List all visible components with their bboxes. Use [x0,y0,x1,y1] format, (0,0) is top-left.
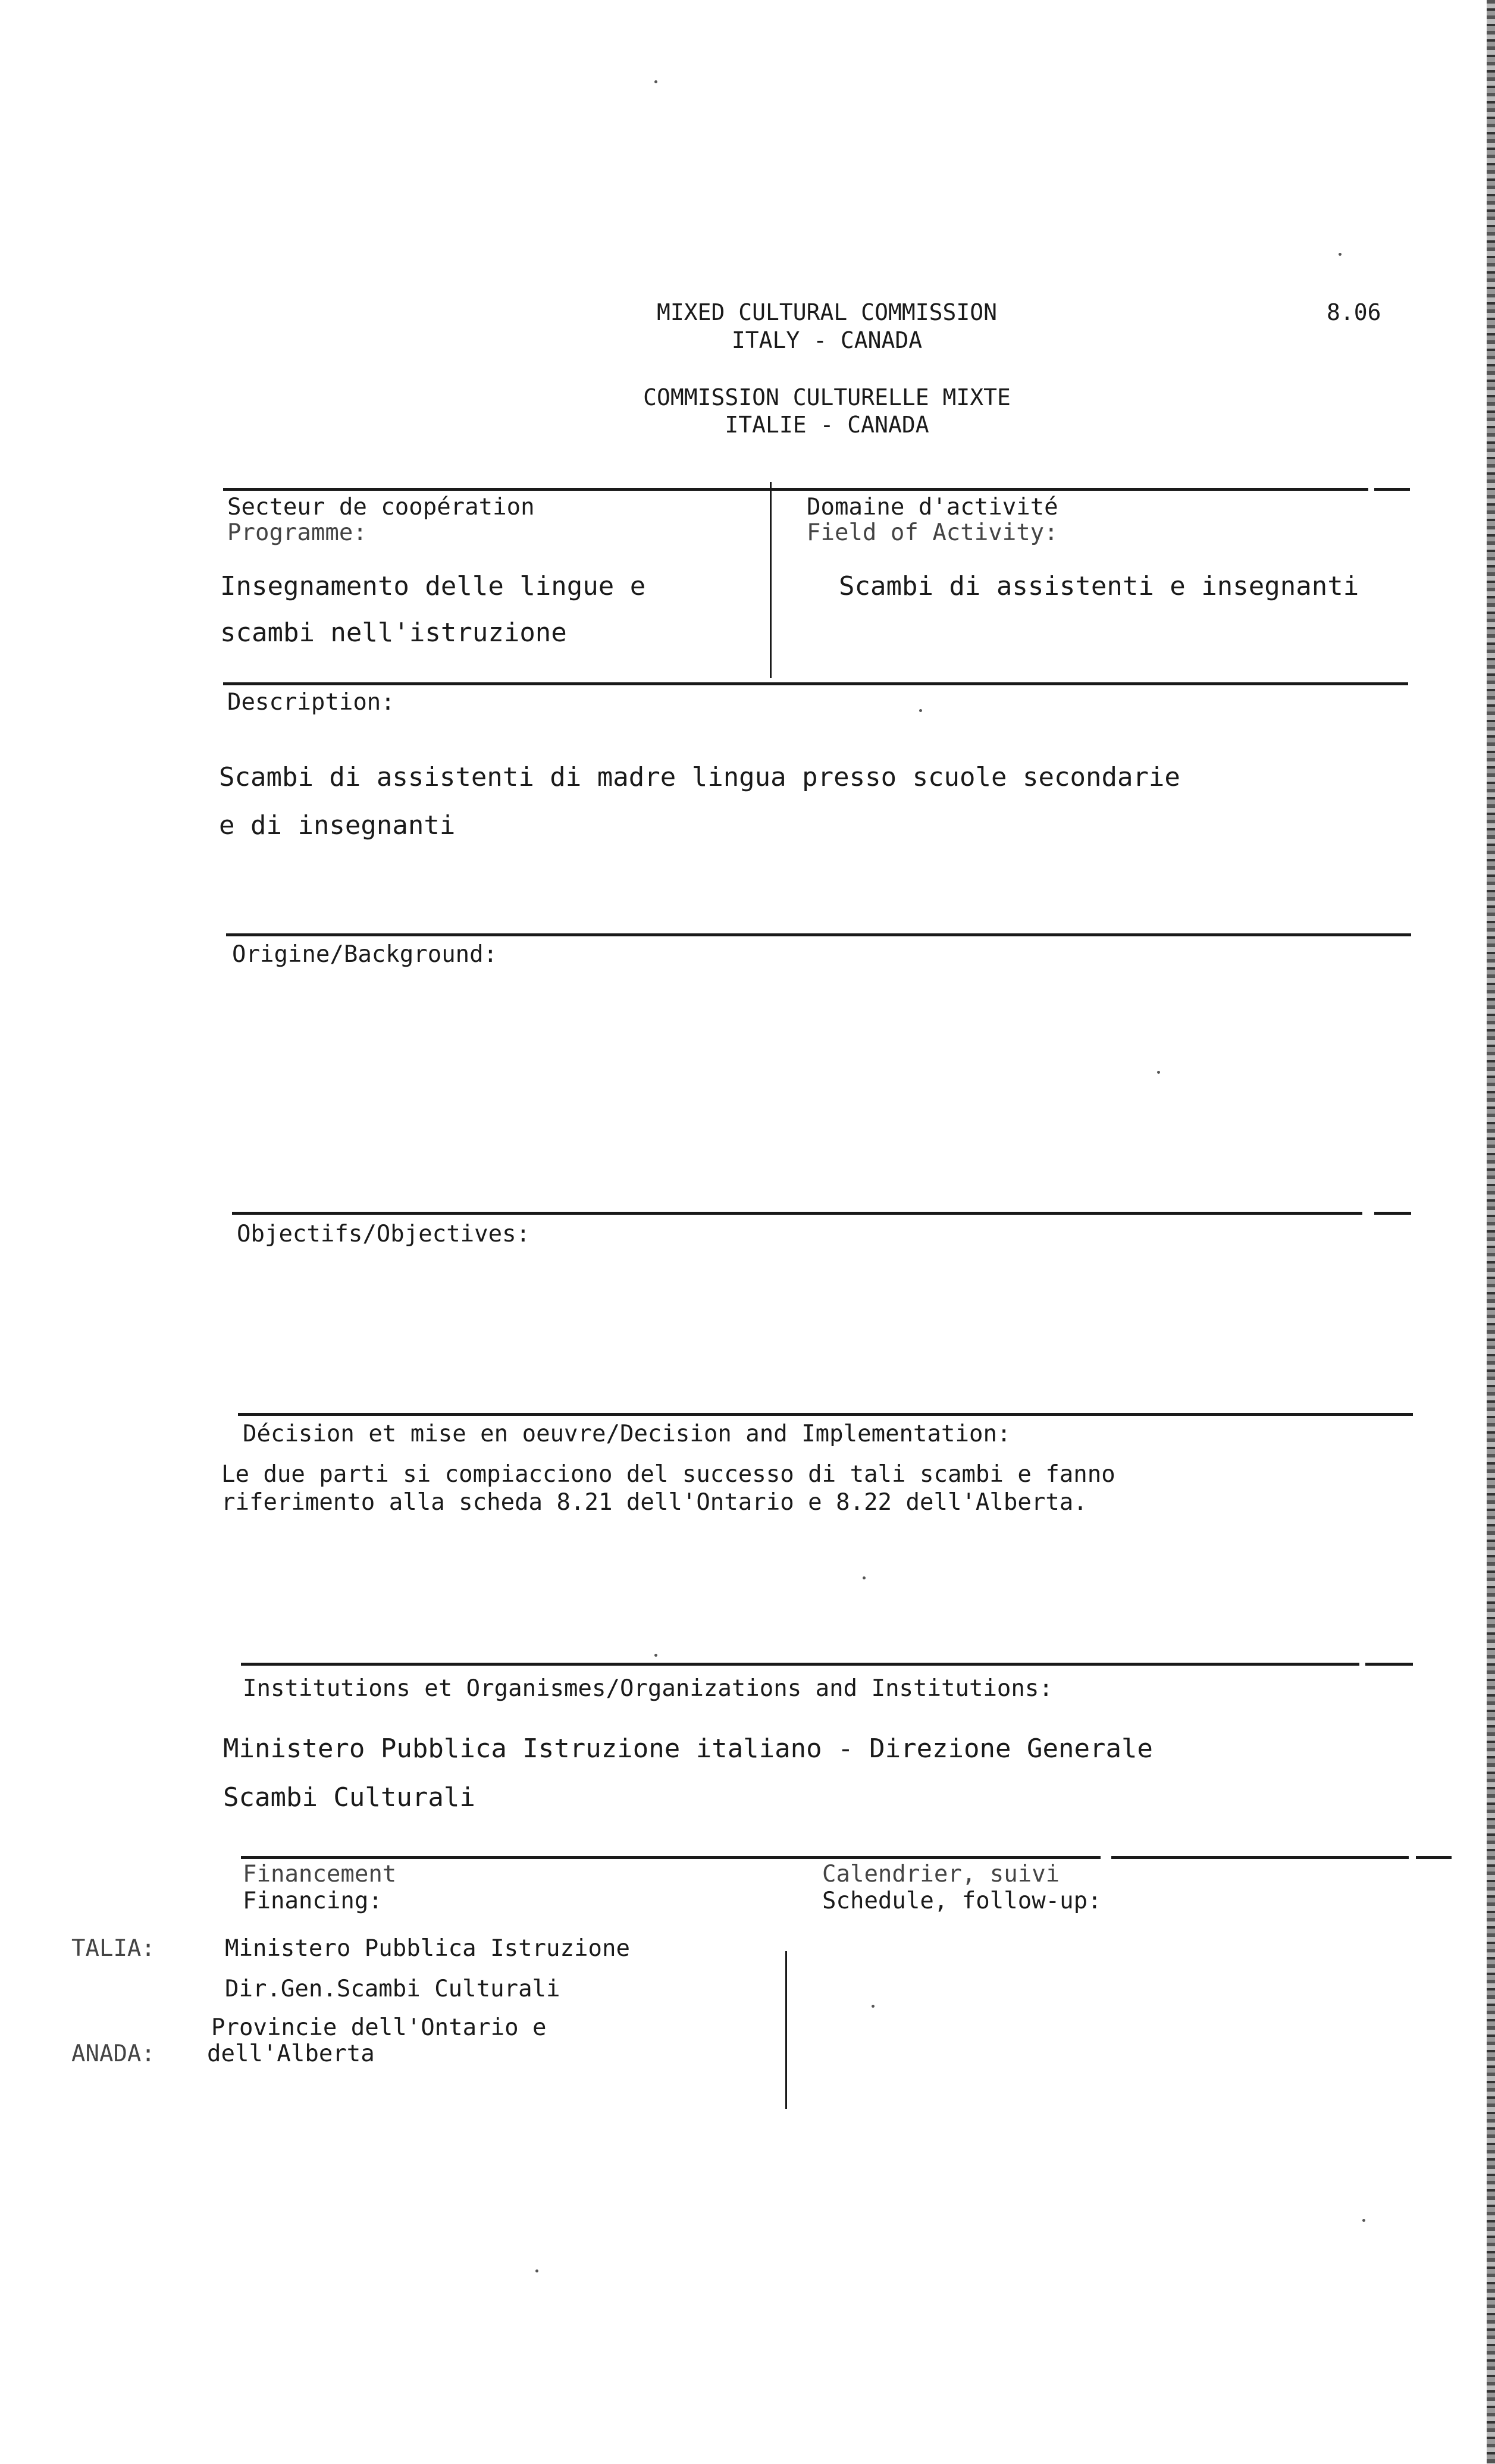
scan-speck [1339,253,1342,256]
financing-label-en: Financing: [243,1888,383,1914]
header-line-3: COMMISSION CULTURELLE MIXTE [643,384,1011,410]
scan-speck [1157,1071,1160,1074]
header-line-1: MIXED CULTURAL COMMISSION [657,299,997,325]
rule-schedule-tail [1416,1856,1452,1859]
rule-institutions [241,1663,1359,1666]
header-line-2: ITALY - CANADA [731,327,923,353]
scan-speck [535,2269,538,2272]
programme-label-en: Programme: [227,519,367,546]
institutions-line2: Scambi Culturali [223,1782,475,1813]
rule-schedule [1111,1856,1409,1859]
rule-decision [238,1413,1413,1416]
field-value: Scambi di assistenti e insegnanti [839,571,1359,601]
scan-speck [872,2005,875,2008]
header-line-4: ITALIE - CANADA [725,412,929,438]
scan-speck [919,709,922,712]
description-label: Description: [227,689,395,716]
scan-speck [654,80,657,83]
italia-line1: Ministero Pubblica Istruzione [225,1935,630,1962]
canada-line2: dell'Alberta [207,2040,375,2067]
financing-label-fr: Financement [243,1861,397,1888]
rule-description [223,682,1408,685]
decision-line1: Le due parti si compiacciono del successo di tali scambi e fanno [221,1461,1115,1488]
scan-speck [863,1576,866,1579]
scan-speck [654,1654,657,1657]
schedule-label-en: Schedule, follow-up: [822,1888,1102,1914]
decision-label: Décision et mise en oeuvre/Decision and Implementation: [243,1421,1011,1447]
schedule-label-fr: Calendrier, suivi [822,1861,1060,1888]
field-label-en: Field of Activity: [807,519,1058,546]
institutions-label: Institutions et Organismes/Organizations and Institutions: [243,1675,1053,1702]
field-label-fr: Domaine d'activité [807,494,1058,521]
description-line2: e di insegnanti [219,810,456,841]
rule-financing [241,1856,1101,1859]
description-line1: Scambi di assistenti di madre lingua presso scuole secondarie [219,762,1180,792]
decision-line2: riferimento alla scheda 8.21 dell'Ontario e 8.22 dell'Alberta. [221,1489,1087,1516]
italia-line2: Dir.Gen.Scambi Culturali [225,1976,560,2002]
programme-value-line2: scambi nell'istruzione [220,617,567,648]
rule-background [226,933,1411,936]
rule-objectives-tail [1374,1212,1411,1215]
rule-institutions-tail [1365,1663,1413,1666]
financing-divider [785,1951,787,2109]
programme-value-line1: Insegnamento delle lingue e [220,571,646,601]
canada-line1: Provincie dell'Ontario e [211,2014,547,2041]
italia-label: TALIA: [71,1935,155,1962]
institutions-line1: Ministero Pubblica Istruzione italiano - Direzione Generale [223,1733,1153,1764]
programme-label-fr: Secteur de coopération [227,494,535,521]
background-label: Origine/Background: [232,941,498,968]
scan-speck [1362,2219,1365,2222]
scan-edge [1487,0,1495,2464]
column-divider [770,482,772,678]
rule-top-tail [1374,488,1410,491]
rule-objectives [232,1212,1362,1215]
objectives-label: Objectifs/Objectives: [237,1221,531,1247]
rule-top [223,488,1368,491]
canada-label: ANADA: [71,2040,155,2067]
doc-number: 8.06 [1327,299,1381,325]
